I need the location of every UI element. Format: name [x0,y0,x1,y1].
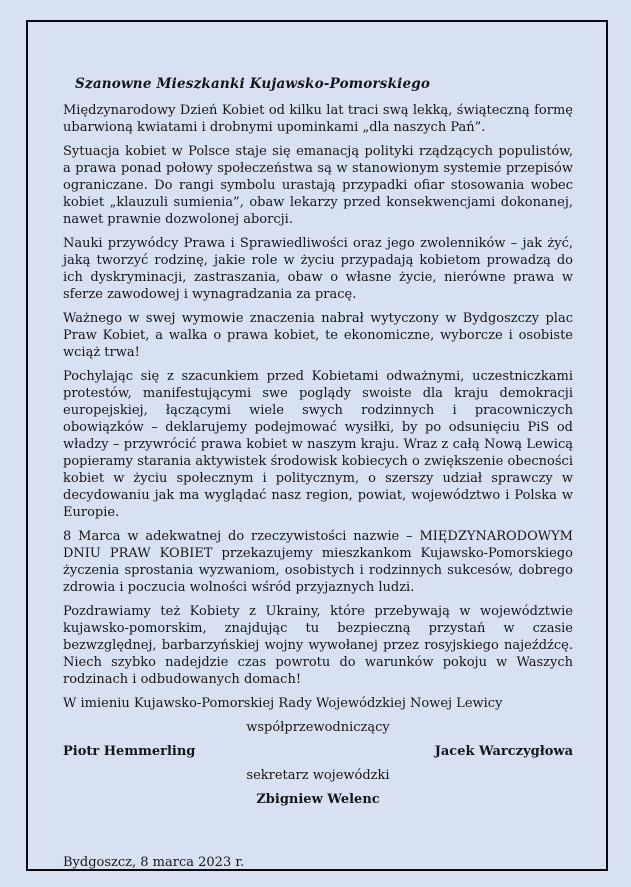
co-chair-name-left: Piotr Hemmerling [63,744,196,759]
on-behalf-line: W imieniu Kujawsko-Pomorskiej Rady Wojewódzkiej Nowej Lewicy [63,696,503,711]
body-paragraph-situation: Sytuacja kobiet w Polsce staje się emanacją polityki rządzących populistów, a prawa ponad połowy społeczeństwa są w stanowionym systemie przepisów ograniczane. Do rangi symbolu urastają przypadki ofiar stosowania wobec kobiet „klauzuli sumienia”, obaw lekarzy przed konsekwencjami dokonanej, nawet prawnie dozwolonej aborcji. [63,144,573,227]
letter-sheet-frame [26,20,608,871]
dateline: Bydgoszcz, 8 marca 2023 r. [63,855,245,870]
secretary-name: Zbigniew Welenc [256,792,380,807]
body-paragraph-ukraine: Pozdrawiamy też Kobiety z Ukrainy, które przebywają w województwie kujawsko-pomorskim, znajdując tu bezpieczną przystań w czasie bezwzględnej, barbarzyńskiej wojny wywołanej przez rosyjskiego najeźdźcę. Niech szybko nadejdzie czas powrotu do warunków pokoju w Waszych rodzinach i odbudowanych domach! [63,604,573,687]
body-paragraph-square: Ważnego w swej wymowie znaczenia nabrał wytyczony w Bydgoszczy plac Praw Kobiet, a walka o prawa kobiet, te ekonomiczne, wyborcze i osobiste wciąż trwa! [63,311,573,360]
letter-content [28,22,606,871]
co-chair-title: współprzewodniczący [246,720,390,735]
body-paragraph-wishes: 8 Marca w adekwatnej do rzeczywistości nazwie – MIĘDZYNARODOWYM DNIU PRAW KOBIET przekazujemy mieszkankom Kujawsko-Pomorskiego życzenia sprostania wyzwaniom, osobistych i rodzinnych sukcesów, dobrego zdrowia i poczucia wolności wśród przyjaznych ludzi. [63,529,573,595]
secretary-title: sekretarz wojewódzki [246,768,390,783]
salutation-heading: Szanowne Mieszkanki Kujawsko-Pomorskiego [75,76,431,92]
body-paragraph-women-day: Międzynarodowy Dzień Kobiet od kilku lat traci swą lekką, świąteczną formę ubarwioną kwiatami i drobnymi upominkami „dla naszych Pań”. [63,103,573,135]
body-paragraph-declaration: Pochylając się z szacunkiem przed Kobietami odważnymi, uczestniczkami protestów, manifestującymi swe poglądy swoiste dla kraju demokracji europejskiej, łączącymi wiele swych rodzinnych i pracowniczych obowiązków – deklarujemy podejmować wysiłki, by po odsunięciu PiS od władzy – przywrócić prawa kobiet w naszym kraju. Wraz z całą Nową Lewicą popieramy starania aktywistek środowisk kobiecych o zwiększenie obecności kobiet w życiu społecznym i politycznym, o szerszy udział sprawczy w decydowaniu jak ma wyglądać nasz region, powiat, województwo i Polska w Europie. [63,369,573,520]
co-chair-name-right: Jacek Warczygłowa [434,744,573,759]
body-paragraph-teachings: Nauki przywódcy Prawa i Sprawiedliwości oraz jego zwolenników – jak żyć, jaką tworzyć rodzinę, jakie role w życiu przypadają kobietom prowadzą do ich dyskryminacji, zastraszania, obaw o własne życie, nierówne prawa w sferze zawodowej i wynagradzania za pracę. [63,236,573,302]
co-chairs-row [63,743,573,760]
